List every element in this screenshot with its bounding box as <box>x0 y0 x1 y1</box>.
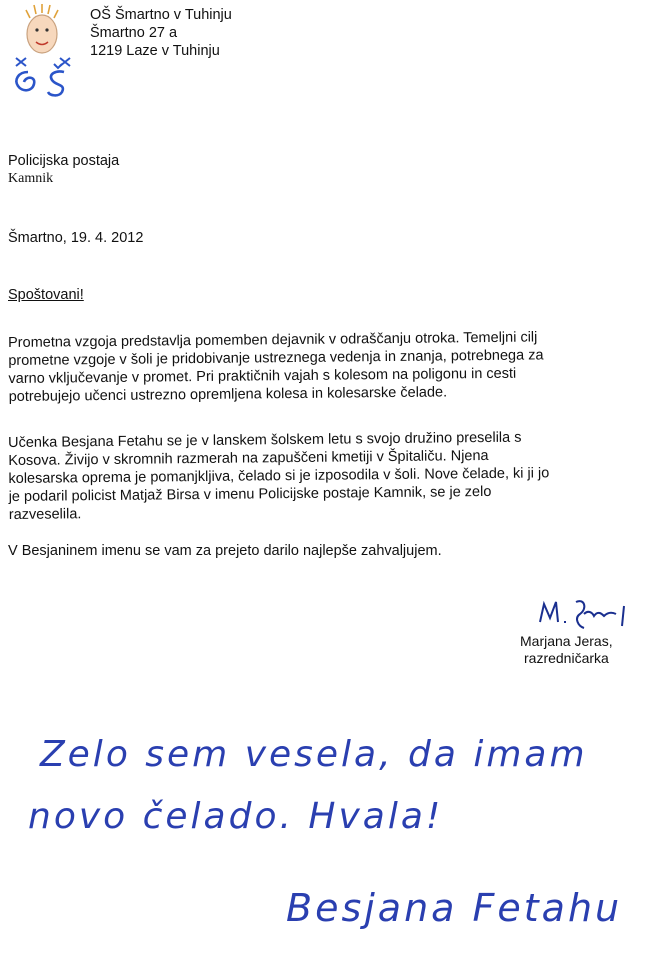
paragraph-3 <box>8 542 648 560</box>
paragraph-line: je podaril policist Matjaž Birsa v imenu Policijske postaje Kamnik, se je zelo <box>8 483 492 505</box>
school-name: OŠ Šmartno v Tuhinju <box>90 7 232 23</box>
paragraph-2 <box>8 427 649 524</box>
paragraph-line: Kosova. Živijo v skromnih razmerah na zapuščeni kmetiji v Špitaliču. Njena <box>8 447 489 469</box>
letter-date: Šmartno, 19. 4. 2012 <box>8 230 144 246</box>
paragraph-line: razveselila. <box>8 506 82 523</box>
salutation: Spoštovani! <box>8 287 84 303</box>
paragraph-line: V Besjaninem imenu se vam za prejeto darilo najlepše zahvaljujem. <box>8 543 442 559</box>
teacher-name: Marjana Jeras, <box>520 633 613 649</box>
paragraph-1 <box>8 327 649 406</box>
paragraph-line: potrebujejo učenci ustrezno opremljena kolesa in kolesarske čelade. <box>8 384 448 405</box>
recipient-name: Policijska postaja <box>8 153 120 169</box>
recipient-block <box>8 152 119 188</box>
handwritten-line-1: Zelo sem vesela, da imam <box>40 734 588 775</box>
paragraph-line: varno vključevanje v promet. Pri praktičnih vajah s kolesom na poligonu in cesti <box>8 365 517 387</box>
recipient-city: Kamnik <box>8 171 54 186</box>
teacher-signature-block <box>520 588 660 667</box>
paragraph-line: kolesarska oprema je pomanjkljiva, čelado si je izposodila v šoli. Nove čelade, ki ji jo <box>8 465 550 487</box>
paragraph-line: Prometna vzgoja predstavlja pomemben dejavnik v odraščanju otroka. Temeljni cilj <box>8 329 538 351</box>
school-postal: 1219 Laze v Tuhinju <box>90 43 220 59</box>
school-address <box>90 6 232 60</box>
school-street: Šmartno 27 a <box>90 25 178 41</box>
paragraph-line: prometne vzgoje v šoli je pridobivanje ustreznega vedenja in znanja, potrebnega za <box>8 347 544 369</box>
handwritten-line-2: novo čelado. Hvala! <box>28 796 444 837</box>
signature-scribble <box>520 588 640 632</box>
paragraph-line: Učenka Besjana Fetahu se je v lanskem šolskem letu s svojo družino preselila s <box>8 429 522 451</box>
handwritten-signature: Besjana Fetahu <box>286 886 623 930</box>
teacher-role: razredničarka <box>524 650 609 666</box>
school-logo-icon <box>4 2 82 98</box>
